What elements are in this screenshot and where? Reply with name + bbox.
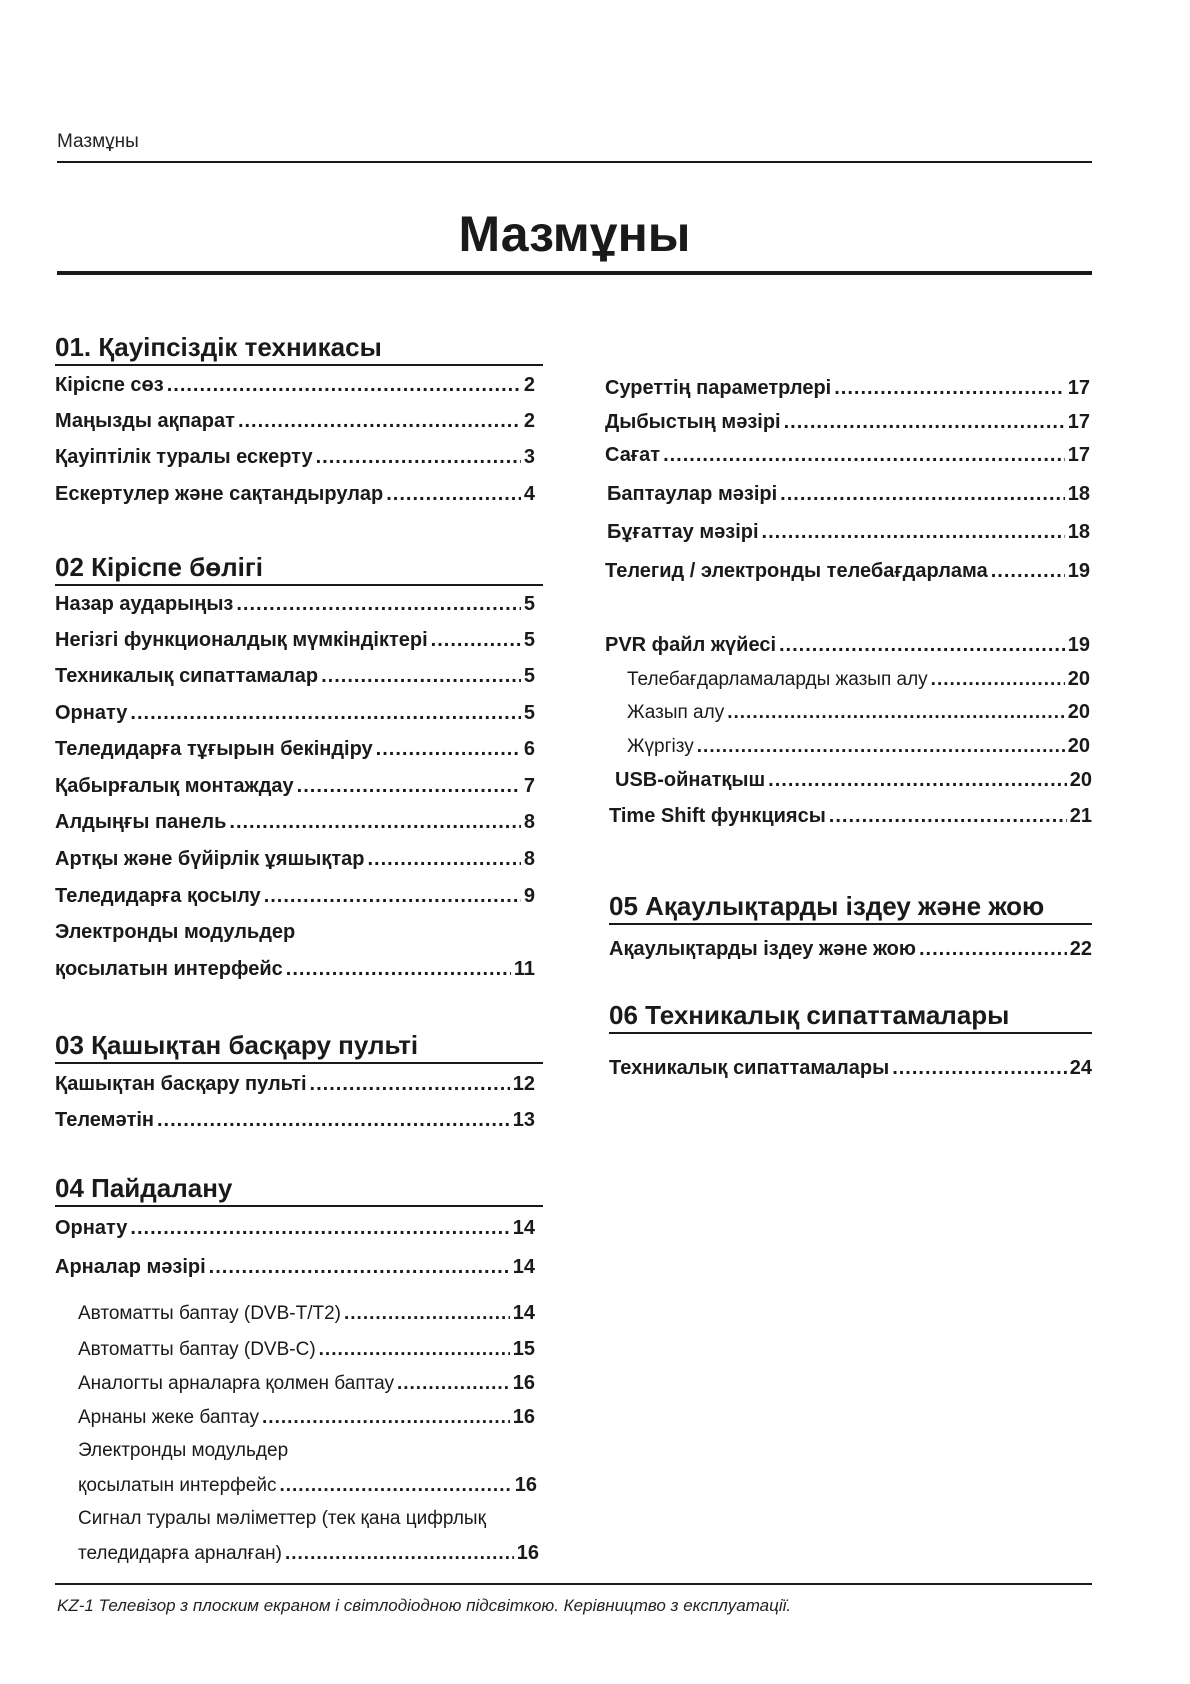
toc-entry[interactable] bbox=[55, 1107, 535, 1133]
leader-dots bbox=[780, 481, 1065, 507]
toc-entry-label: Жазып алу bbox=[627, 702, 725, 723]
toc-entry-page: 17 bbox=[1067, 411, 1090, 433]
toc-entry[interactable] bbox=[607, 519, 1090, 545]
toc-entry-label: Бұғаттау мәзірі bbox=[607, 521, 759, 543]
toc-subentry[interactable] bbox=[627, 733, 1090, 760]
header-rule bbox=[57, 161, 1092, 163]
toc-subentry[interactable] bbox=[78, 1404, 535, 1431]
toc-entry[interactable] bbox=[55, 736, 535, 762]
toc-entry-label: Негізгі функционалдық мүмкіндіктері bbox=[55, 629, 428, 651]
toc-entry-label: Ескертулер және сақтандырулар bbox=[55, 483, 384, 505]
toc-entry[interactable] bbox=[605, 558, 1090, 584]
toc-entry-label: Телемәтін bbox=[55, 1109, 154, 1131]
toc-entry[interactable] bbox=[55, 1254, 535, 1280]
toc-entry[interactable] bbox=[55, 846, 535, 872]
toc-entry-label: Теледидарға қосылу bbox=[55, 885, 261, 907]
toc-entry[interactable] bbox=[607, 481, 1090, 507]
toc-entry-label: Орнату bbox=[55, 1217, 128, 1239]
toc-entry-page: 14 bbox=[512, 1256, 535, 1278]
toc-entry-label: Аналогты арналарға қолмен баптау bbox=[78, 1373, 394, 1394]
toc-subentry[interactable] bbox=[627, 666, 1090, 693]
toc-entry-page: 6 bbox=[523, 738, 535, 760]
toc-entry-page: 3 bbox=[523, 446, 535, 468]
toc-entry-page: 11 bbox=[513, 958, 535, 980]
page-title: Мазмұны bbox=[458, 206, 691, 262]
toc-entry-label-line1[interactable]: Сигнал туралы мәліметтер (тек қана цифрлық bbox=[78, 1508, 486, 1529]
section-06-title: 06 Техникалық сипаттамалары bbox=[609, 1000, 1092, 1034]
toc-entry-page: 16 bbox=[512, 1372, 535, 1394]
leader-dots bbox=[238, 408, 521, 434]
running-header: Мазмұны bbox=[57, 131, 139, 152]
toc-entry-page: 4 bbox=[523, 483, 535, 505]
toc-entry[interactable] bbox=[55, 883, 535, 909]
toc-entry-label: Суреттің параметрлері bbox=[605, 377, 832, 399]
toc-entry-page: 15 bbox=[512, 1338, 535, 1360]
toc-entry-label: Автоматты баптау (DVB-T/T2) bbox=[78, 1303, 341, 1324]
leader-dots bbox=[319, 1337, 510, 1363]
toc-entry-page: 20 bbox=[1067, 701, 1090, 723]
toc-entry-page: 19 bbox=[1067, 560, 1090, 582]
toc-entry-label: Арнаны жеке баптау bbox=[78, 1407, 260, 1428]
toc-entry-page: 24 bbox=[1069, 1057, 1092, 1079]
toc-entry-label: Ақаулықтарды іздеу және жою bbox=[609, 938, 916, 960]
toc-entry-label: Қабырғалық монтаждау bbox=[55, 775, 294, 797]
toc-subentry[interactable] bbox=[78, 1300, 535, 1327]
toc-entry-label: қосылатын интерфейс bbox=[55, 958, 283, 980]
toc-entry-page: 18 bbox=[1067, 483, 1090, 505]
leader-dots bbox=[279, 1473, 511, 1499]
section-05-title: 05 Ақаулықтарды іздеу және жою bbox=[609, 891, 1092, 925]
toc-entry-page: 20 bbox=[1069, 769, 1092, 791]
toc-entry-page: 13 bbox=[512, 1109, 535, 1131]
leader-dots bbox=[310, 1071, 510, 1097]
leader-dots bbox=[236, 591, 521, 617]
toc-entry[interactable] bbox=[55, 700, 535, 726]
toc-entry-label: Теледидарға тұғырын бекіндіру bbox=[55, 738, 373, 760]
toc-entry-page: 19 bbox=[1067, 634, 1090, 656]
toc-entry-page: 16 bbox=[514, 1474, 537, 1496]
toc-entry[interactable] bbox=[55, 1071, 535, 1097]
toc-entry-label-line1[interactable]: Электронды модульдер bbox=[55, 921, 296, 943]
leader-dots bbox=[762, 519, 1065, 545]
toc-entry-label: USB-ойнатқыш bbox=[615, 769, 766, 791]
toc-entry-label: Time Shift функциясы bbox=[609, 805, 826, 827]
toc-entry-page: 8 bbox=[523, 848, 535, 870]
leader-dots bbox=[262, 1405, 510, 1431]
toc-entry-label: Жүргізу bbox=[627, 736, 694, 757]
leader-dots bbox=[321, 663, 521, 689]
toc-entry-label: Сағат bbox=[605, 444, 661, 466]
section-01-title: 01. Қауіпсіздік техникасы bbox=[55, 332, 543, 366]
toc-entry-page: 17 bbox=[1067, 377, 1090, 399]
toc-entry-page: 9 bbox=[523, 885, 535, 907]
toc-entry-page: 5 bbox=[523, 629, 535, 651]
leader-dots bbox=[991, 558, 1065, 584]
toc-entry[interactable] bbox=[605, 442, 1090, 468]
leader-dots bbox=[663, 442, 1065, 468]
toc-entry-label: Қашықтан басқару пульті bbox=[55, 1073, 307, 1095]
leader-dots bbox=[697, 734, 1065, 760]
footer-rule bbox=[55, 1583, 1092, 1585]
toc-entry-page: 17 bbox=[1067, 444, 1090, 466]
toc-entry[interactable] bbox=[609, 1055, 1092, 1081]
leader-dots bbox=[727, 700, 1065, 726]
toc-entry-label: Алдыңғы панель bbox=[55, 811, 227, 833]
leader-dots bbox=[784, 409, 1065, 435]
leader-dots bbox=[768, 767, 1067, 793]
toc-entry-label: Кіріспе сөз bbox=[55, 374, 164, 396]
leader-dots bbox=[297, 773, 521, 799]
section-04-title: 04 Пайдалану bbox=[55, 1173, 543, 1207]
toc-entry-label: Орнату bbox=[55, 702, 128, 724]
toc-entry-page: 2 bbox=[523, 410, 535, 432]
toc-entry-label: Дыбыстың мәзірі bbox=[605, 411, 781, 433]
toc-entry-label-line1[interactable]: Электронды модульдер bbox=[78, 1440, 289, 1461]
toc-entry[interactable] bbox=[55, 444, 535, 470]
leader-dots bbox=[209, 1254, 510, 1280]
toc-entry-page: 14 bbox=[512, 1217, 535, 1239]
leader-dots bbox=[229, 809, 520, 835]
toc-entry-label: Техникалық сипаттамалары bbox=[609, 1057, 890, 1079]
toc-entry-page: 21 bbox=[1069, 805, 1092, 827]
toc-entry-label: Қауіптілік туралы ескерту bbox=[55, 446, 313, 468]
toc-entry-label: Телебағдарламаларды жазып алу bbox=[627, 669, 928, 690]
toc-entry-label: Назар аударыңыз bbox=[55, 593, 234, 615]
toc-entry-label: Автоматты баптау (DVB-C) bbox=[78, 1339, 316, 1360]
toc-entry-label: Техникалық сипаттамалар bbox=[55, 665, 319, 687]
toc-entry[interactable] bbox=[609, 936, 1092, 962]
title-rule bbox=[57, 271, 1092, 275]
toc-entry-page: 14 bbox=[512, 1302, 535, 1324]
toc-entry[interactable] bbox=[615, 767, 1092, 793]
leader-dots bbox=[264, 883, 521, 909]
toc-entry-page: 2 bbox=[523, 374, 535, 396]
toc-entry-page: 5 bbox=[523, 665, 535, 687]
toc-entry-page: 20 bbox=[1067, 735, 1090, 757]
leader-dots bbox=[316, 444, 521, 470]
leader-dots bbox=[130, 1215, 509, 1241]
toc-entry[interactable] bbox=[55, 408, 535, 434]
toc-entry[interactable] bbox=[55, 1215, 535, 1241]
toc-entry-page: 16 bbox=[516, 1542, 539, 1564]
toc-entry[interactable] bbox=[605, 375, 1090, 401]
toc-entry-label: Телегид / электронды телебағдарлама bbox=[605, 560, 988, 582]
toc-entry[interactable] bbox=[55, 372, 535, 398]
leader-dots bbox=[834, 375, 1065, 401]
toc-entry-label: қосылатын интерфейс bbox=[78, 1475, 277, 1496]
toc-entry-label: PVR файл жүйесі bbox=[605, 634, 776, 656]
section-03-title: 03 Қашықтан басқару пульті bbox=[55, 1030, 543, 1064]
leader-dots bbox=[286, 956, 511, 982]
toc-subentry[interactable] bbox=[78, 1472, 537, 1499]
toc-entry[interactable] bbox=[55, 809, 535, 835]
toc-entry[interactable] bbox=[55, 663, 535, 689]
toc-entry-page: 5 bbox=[523, 593, 535, 615]
toc-entry-page: 16 bbox=[512, 1406, 535, 1428]
toc-subentry[interactable] bbox=[78, 1540, 539, 1567]
leader-dots bbox=[892, 1055, 1067, 1081]
toc-entry[interactable] bbox=[605, 409, 1090, 435]
toc-entry[interactable] bbox=[55, 773, 535, 799]
toc-entry-label: Маңызды ақпарат bbox=[55, 410, 235, 432]
leader-dots bbox=[367, 846, 520, 872]
leader-dots bbox=[376, 736, 521, 762]
toc-subentry[interactable] bbox=[78, 1336, 535, 1363]
toc-subentry[interactable] bbox=[78, 1370, 535, 1397]
toc-entry[interactable] bbox=[609, 803, 1092, 829]
leader-dots bbox=[931, 667, 1065, 693]
leader-dots bbox=[779, 632, 1065, 658]
leader-dots bbox=[919, 936, 1067, 962]
toc-entry[interactable] bbox=[605, 632, 1090, 658]
leader-dots bbox=[397, 1371, 510, 1397]
leader-dots bbox=[344, 1301, 510, 1327]
toc-entry-page: 20 bbox=[1067, 668, 1090, 690]
toc-entry-label: теледидарға арналған) bbox=[78, 1543, 282, 1564]
toc-entry-page: 22 bbox=[1069, 938, 1092, 960]
footer-text: KZ-1 Телевізор з плоским екраном і світлодіодною підсвіткою. Керівництво з експлуатації. bbox=[57, 1596, 792, 1615]
leader-dots bbox=[431, 627, 521, 653]
toc-entry[interactable] bbox=[55, 956, 535, 982]
leader-dots bbox=[130, 700, 520, 726]
leader-dots bbox=[157, 1107, 510, 1133]
leader-dots bbox=[829, 803, 1067, 829]
toc-entry-page: 18 bbox=[1067, 521, 1090, 543]
section-02-title: 02 Кіріспе бөлігі bbox=[55, 552, 543, 586]
toc-entry-label: Артқы және бүйірлік ұяшықтар bbox=[55, 848, 365, 870]
toc-entry[interactable] bbox=[55, 591, 535, 617]
toc-entry-page: 8 bbox=[523, 811, 535, 833]
leader-dots bbox=[386, 481, 521, 507]
leader-dots bbox=[167, 372, 521, 398]
toc-entry-label: Арналар мәзірі bbox=[55, 1256, 206, 1278]
toc-entry-page: 12 bbox=[512, 1073, 535, 1095]
toc-entry-label: Баптаулар мәзірі bbox=[607, 483, 778, 505]
leader-dots bbox=[285, 1541, 514, 1567]
toc-entry[interactable] bbox=[55, 627, 535, 653]
toc-entry-page: 5 bbox=[523, 702, 535, 724]
toc-entry[interactable] bbox=[55, 481, 535, 507]
toc-entry-page: 7 bbox=[523, 775, 535, 797]
toc-subentry[interactable] bbox=[627, 699, 1090, 726]
